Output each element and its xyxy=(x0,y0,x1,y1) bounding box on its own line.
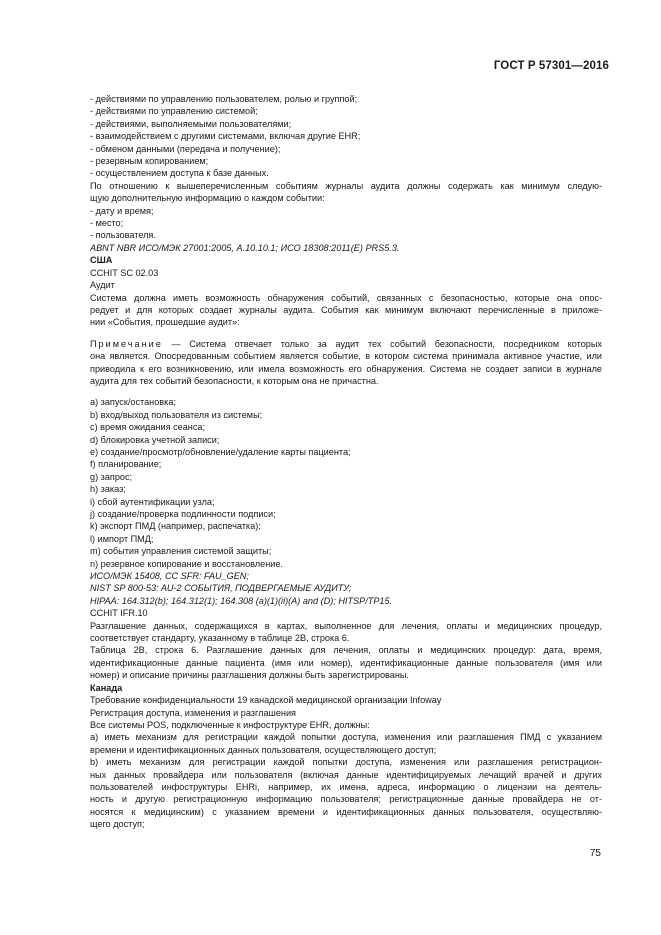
text-line: b) вход/выход пользователя из системы; xyxy=(90,409,263,420)
text-line: щую дополнительную информацию о каждом событии: xyxy=(90,193,325,204)
text-line: аудита для тех событий безопасности, к которым она не причастна. xyxy=(90,375,379,386)
text-line: Система должна иметь возможность обнаружения событий, связанных с безопасностью, которые она опос- xyxy=(90,292,602,303)
text-line: l) импорт ПМД; xyxy=(90,533,154,544)
text-line: i) сбой аутентификации узла; xyxy=(90,496,215,507)
text-line: d) блокировка учетной записи; xyxy=(90,434,220,445)
text-line: - обменом данными (передача и получение); xyxy=(90,143,281,154)
text-line: m) события управления системой защиты; xyxy=(90,546,272,557)
text-line: e) создание/просмотр/обновление/удаление карты пациента; xyxy=(90,446,351,457)
text-line: номер) и описание причины разглашения должны быть зарегистрированы. xyxy=(90,670,409,681)
text-line: - осуществлением доступа к базе данных. xyxy=(90,168,269,179)
document-header xyxy=(494,60,609,72)
text-line: c) время ожидания сеанса; xyxy=(90,422,205,433)
text-line: ABNT NBR ИСО/МЭК 27001:2005, A.10.10.1; ИСО 18308:2011(E) PRS5.3. xyxy=(90,242,400,253)
text-line: - пользователя. xyxy=(90,230,156,241)
text-line: k) экспорт ПМД (например, распечатка); xyxy=(90,521,261,532)
text-line: Требование конфиденциальности 19 канадской медицинской организации Infoway xyxy=(90,695,442,706)
section-heading: США xyxy=(90,255,113,266)
standard-number: ГОСТ Р 57301—2016 xyxy=(493,60,609,72)
section-heading: Канада xyxy=(90,682,123,693)
text-line: n) резервное копирование и восстановление. xyxy=(90,558,283,569)
text-line: ность и другую регистрационную информацию пользователя; регистрационные данные провайдера не от- xyxy=(90,794,602,805)
text-line: h) заказ; xyxy=(90,484,126,495)
spacer xyxy=(90,387,602,396)
text-line: Таблица 2B, строка 6. Разглашение данных для лечения, оплаты и медицинских процедур: дата, время, xyxy=(90,645,602,656)
text-line: a) запуск/остановка; xyxy=(90,397,176,408)
text-line: По отношению к вышеперечисленным событиям журналы аудита должны содержать как минимум следую- xyxy=(90,180,602,191)
text-line: b) иметь механизм для регистрации каждой попытки доступа, изменения или разглашения регистрацион- xyxy=(90,757,602,768)
text-line: CCHIT SC 02.03 xyxy=(90,267,159,278)
spacer xyxy=(90,329,602,338)
text-line: Регистрация доступа, изменения и разглашения xyxy=(90,707,296,718)
text-line: времени и идентификационных данных пользователя, осуществляющего доступ; xyxy=(90,744,437,755)
text-line: - действиями по управлению системой; xyxy=(90,106,258,117)
text-line: ных данных провайдера или пользователя (включая данные идентифицируемых лечащий врачей и других xyxy=(90,769,602,780)
text-line: HIPAA: 164.312(b); 164.312(1); 164.308 (a)(1)(ii)(A) and (D); HITSP/TP15. xyxy=(90,595,393,606)
text-line: a) иметь механизм для регистрации каждой попытки доступа, изменения или разглашения ПМД с указанием xyxy=(90,732,602,743)
text-line: Все системы POS, подключенные к инфоструктуре EHR, должны: xyxy=(90,719,370,730)
text-line: Разглашение данных, содержащихся в картах, выполненное для лечения, оплаты и медицинских процедур, xyxy=(90,620,602,631)
text-line: носятся к медицинским) с указанием времени и идентификационных данных пользователя, осуществляю- xyxy=(90,806,602,817)
note-line: Примечание — Система отвечает только за аудит тех событий безопасности, посредником которых xyxy=(90,338,602,349)
text-line: g) запрос; xyxy=(90,471,133,482)
page-number: 75 xyxy=(589,848,601,859)
text-line: нии «События, прошедшие аудит»: xyxy=(90,317,240,328)
text-line: - взаимодействием с другими системами, включая другие EHR; xyxy=(90,131,361,142)
text-line: - резервным копированием; xyxy=(90,156,209,167)
text-line: - место; xyxy=(90,218,124,229)
text-line: идентификационные данные пациента (имя или номер), идентификационные данные пользователя (имя или xyxy=(90,657,602,668)
text-line: j) создание/проверка подлинности подписи; xyxy=(90,509,276,519)
page-body xyxy=(90,93,602,831)
text-line: NIST SP 800-53: AU-2 СОБЫТИЯ, ПОДВЕРГАЕМЫЕ АУДИТУ; xyxy=(90,583,352,594)
text-line: щего доступ; xyxy=(90,819,145,830)
text-line: она является. Опосредованным событием является событие, в котором система принимала активное участие, или xyxy=(90,351,602,362)
text-line: приводила к его возникновению, или имела возможность его обнаружения. Система не создает записи в журнале xyxy=(90,363,602,374)
text-line: ИСО/МЭК 15408, CC SFR: FAU_GEN; xyxy=(90,571,249,582)
note-label: Примечание xyxy=(90,338,163,349)
text-line: f) планирование; xyxy=(90,459,162,470)
text-line: - действиями по управлению пользователем, ролью и группой; xyxy=(90,94,358,104)
text-line: соответствует стандарту, указанному в таблице 2B, строка 6. xyxy=(90,633,350,644)
text-line: - действиями, выполняемыми пользователями; xyxy=(90,118,292,129)
text-line: - дату и время; xyxy=(90,205,154,216)
text-line: CCHIT IFR.10 xyxy=(90,608,148,619)
text-line: Аудит xyxy=(90,280,115,291)
text-line: редует и для которых создает журналы аудита. События как минимум включают перечисленные в приложе- xyxy=(90,304,602,315)
text-line: пользователей инфоструктуры EHRi, например, их имена, адреса, информацию о лицензии на деятель- xyxy=(90,781,602,792)
